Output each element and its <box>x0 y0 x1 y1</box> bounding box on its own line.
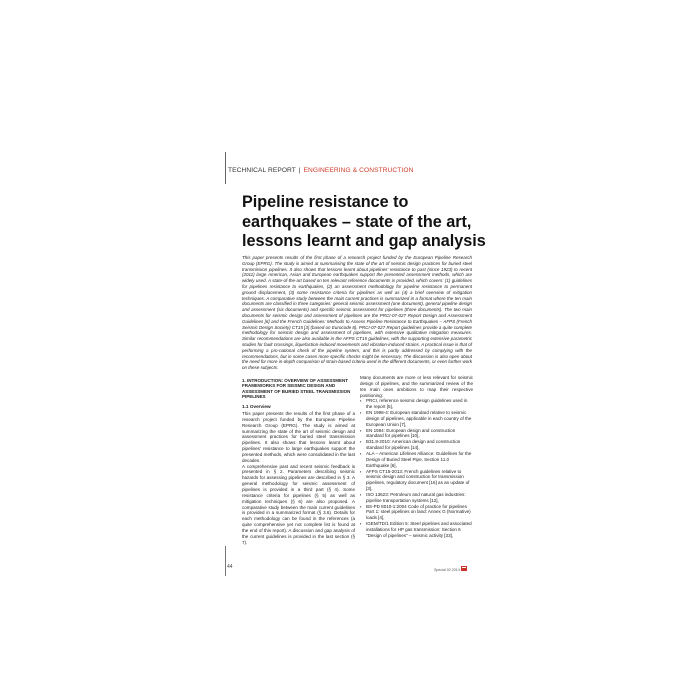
header-separator: | <box>298 167 301 174</box>
reference-item: ▪ AFPS CT15-2013: French guidelines relative to seismic design and construction for transmission pipelines, regulatory document [16] as an update of [3], <box>360 469 473 492</box>
reference-list <box>360 398 473 538</box>
issue-label: Special 02 2014 <box>434 568 460 572</box>
publisher-logo-icon <box>461 566 467 571</box>
body-paragraph: This paper presents the results of the first phase of a research project funded by the European Pipeline Research Group (EPRG). The study is aimed at summarizing the state of the art of seismic design and assessment practices for buried steel transmission pipelines. It also shows that lessons learnt about pipelines' resistance to large earthquakes support the presented methods, which were consolidated in the last decades. <box>242 411 355 463</box>
reference-item: ▪ ISO 13623: Petroleum and natural gas industries: pipeline transportation systems [12], <box>360 492 473 504</box>
right-column <box>360 375 473 539</box>
reference-item: ▪ BS-PD 8010-1:2004 Code of practice for pipelines Part 1: steel pipelines on land: Annex G (Normative) loads [4], <box>360 504 473 522</box>
reference-item: ▪ PRCI, reference seismic design guidelines used in the report [5], <box>360 398 473 410</box>
section-header <box>228 167 413 174</box>
abstract: This paper presents results of the first phase of a research project funded by the European Pipeline Research Group (EPRG). The study is aimed at summarising the state of the art of seismic design practices for buried steel transmission pipelines. It also shows that lessons learnt about pipelines' resistance to past (since 1923) to recent (2011) large American, Asian and European earthquakes support the presented assessment methods, which are widely used. A state-of-the-art based on ten relevant reference documents is provided, which covers: (1) guidelines for pipelines resistance to earthquakes, (2) an assessment methodology for pipeline resistance to permanent ground displacement, (3) some resistance criteria for pipelines as well as (4) a brief overview of mitigation techniques. A comparative study between the main current practices is summarized in a format where the ten main documents are classified in three categories: general seismic assessment (one document), general pipeline design and assessment (six documents) and specific seismic assessment for pipelines (three documents). The two main documents for seismic design and assessment of pipelines are the PRCI-07-027 Report Design and Assessment Guidelines [6] and the French Guidelines: Methods to Assess Pipeline Resistance to Earthquakes – AFPS (French Seismic Design Society) CT15 [3] (based on Eurocode 8). PRCI-07-027 Report guidelines provide a quite complete methodology for seismic design and assessment of pipelines, with extensive qualitative mitigation measures. Similar recommendations are also available in the AFPS CT15 guidelines, with the supporting extensive parametric studies for fault crossings, liquefaction-induced movements and vibration-induced strains. A practical issue is that of performing a pro-national check of the pipeline system, and this is partly addressed by complying with the recommendations, but in some cases more specific checks might be necessary. The discussion is also open about the need for more in-depth comparison of strain-based criteria used in the different documents, or even further work on these subjects. <box>242 255 472 371</box>
reference-item: ▪ IGEM/TD/1 Edition 5: Steel pipelines and associated installations for HP gas transmission: Section 6 "Design of pipelines" – seismic activity [33], <box>360 521 473 539</box>
header-label: TECHNICAL REPORT <box>228 167 296 174</box>
body-paragraph: A comprehensive past and recent seismic feedback is presented in § 2. Parameters describing seismic hazards for assessing pipelines are described in § 3. A general methodology for seismic assessment of pipelines is provided in a third part (§ 4). Some resistance criteria for pipelines (§ 5) as well as mitigation techniques (§ 6) are also proposed. A comparative study between the main current guidelines is provided in a summarized format (§ 3.6). Details for each methodology can be found in the references (a quite comprehensive yet not complete list is found at the end of this report). A discussion and gap analysis of the current guidelines is provided in the last section (§ 7). <box>242 463 355 545</box>
section-heading: 1. INTRODUCTION: OVERVIEW OF ASSESSMENT FRAMEWORKS FOR SEISMIC DESIGN AND ASSESSMENT OF BURIED STEEL TRANSMISSION PIPELINES <box>242 378 351 399</box>
references-intro: Many documents are more or less relevant for seismic design of pipelines, and the summarized review of the ten main ones ambitions to map their respective positioning: <box>360 375 473 398</box>
reference-item: ▪ B31.8-2010: American design and construction standard for pipelines [14], <box>360 439 473 451</box>
footer-vertical-rule <box>225 546 226 576</box>
header-section: ENGINEERING & CONSTRUCTION <box>303 167 414 174</box>
reference-item: ▪ EN 1594: European design and construction standard for pipelines [10], <box>360 428 473 440</box>
reference-item: ▪ EN 1998-4: European standard relative to seismic design of pipelines, applicable in each country of the European Union [7], <box>360 410 473 428</box>
page-number: 44 <box>227 564 233 570</box>
reference-item: ▪ ALA – American Lifelines Alliance: Guidelines for the Design of Buried Steel Pipe, Section 11.0 Earthquake [6], <box>360 451 473 469</box>
left-column <box>242 378 355 545</box>
article-title: Pipeline resistance to earthquakes – state of the art, lessons learnt and gap analysis <box>242 193 486 250</box>
header-vertical-rule <box>225 152 226 184</box>
subsection-heading: 1.1 Overview <box>242 404 271 410</box>
